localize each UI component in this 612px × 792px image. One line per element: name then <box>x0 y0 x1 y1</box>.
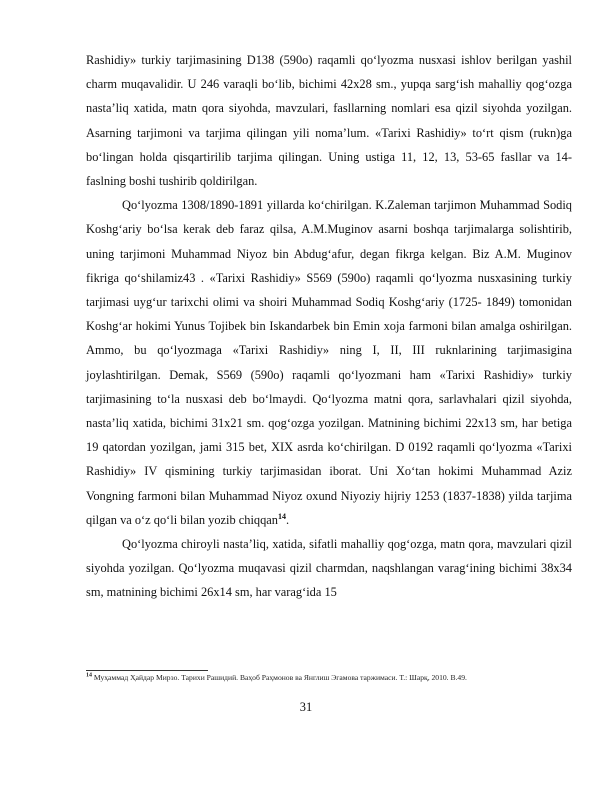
footnote-text: Муҳаммад Ҳайдар Мирзо. Тарихи Рашидий. Ваҳоб Раҳмонов ва Янглиш Эгамова таржимаси. Т.: Шарқ, 2010. В.49. <box>92 673 467 682</box>
footnote <box>86 672 572 683</box>
paragraph-1: Rashidiy» turkiy tarjimasining D138 (590o) raqamli qo‘lyozma nusxasi ishlov berilgan yashil charm muqavalidir. U 246 varaqli bo‘lib, bichimi 42x28 sm., yupqa sarg‘ish mahalliy qog‘ozga nasta’liq xatida, matn qora siyohda, mavzulari, fasllarning nomlari esa qizil siyohda yozilgan. Asarning tarjimoni va tarjima qilingan yili noma’lum. «Tarixi Rashidiy» to‘rt qism (rukn)ga bo‘lingan holda qisqartirilib tarjima qilingan. Uning ustiga 11, 12, 13, 53-65 fasllar va 14-faslning boshi tushirib qoldirilgan. <box>86 53 572 189</box>
footnote-reference[interactable]: 14 <box>278 511 287 521</box>
footnote-number: 14 <box>86 672 92 679</box>
footnote-separator <box>86 670 208 671</box>
paragraph-2-end: . <box>286 512 290 527</box>
page-number: 31 <box>299 700 313 714</box>
paragraph-2-text: Qo‘lyozma 1308/1890-1891 yillarda ko‘chirilgan. K.Zaleman tarjimon Muhammad Sodiq Koshg‘ariy bo‘lsa kerak deb faraz qilsa, A.M.Muginov asarni boshqa tarjimalarga solishtirib, uning tarjimoni Muhammad Niyoz bin Abdug‘afur, degan fikrga kelgan. Biz A.M. Muginov fikriga qo‘shilamiz43 . «Tarixi Rashidiy» S569 (590o) raqamli qo‘lyozma nusxasining turkiy tarjimasi uyg‘ur tarixchi olimi va shoiri Muhammad Sodiq Koshg‘ariy (1725- 1849) tomonidan Koshg‘ar hokimi Yunus Tojibek bin Iskandarbek bin Emin xoja farmoni bilan amalga oshirilgan. Ammo, bu qo‘lyozmaga «Tarixi Rashidiy» ning I, II, III ruknlarining tarjimasigina joylashtirilgan. Demak, S569 (590o) raqamli qo‘lyozmani ham «Tarixi Rashidiy» turkiy tarjimasining to‘la nusxasi deb bo‘lmaydi. Qo‘lyozma matni qora, sarlavhalari qizil siyohda, nasta’liq xatida, bichimi 31x21 sm. qog‘ozga yozilgan. Matnining bichimi 22x13 sm, har betiga 19 qatordan yozilgan, jami 315 bet, XIX asrda ko‘chirilgan. D 0192 raqamli qo‘lyozma «Tarixi Rashidiy» IV qismining turkiy tarjimasidan iborat. Uni Xo‘tan hokimi Muhammad Aziz Vongning farmoni bilan Muhammad Niyoz oxund Niyoziy hijriy 1253 (1837-1838) yilda tarjima qilgan va o‘z qo‘li bilan yozib chiqqan <box>86 198 572 527</box>
paragraph-3: Qo‘lyozma chiroyli nasta’liq, xatida, sifatli mahalliy qog‘ozga, matn qora, mavzulari qizil siyohda yozilgan. Qo‘lyozma muqavasi qizil charmdan, naqshlangan varag‘ining bichimi 38x34 sm, matnining bichimi 26x14 sm, har varag‘ida 15 <box>86 537 572 600</box>
document-body <box>86 48 572 605</box>
paragraph-2 <box>86 193 572 532</box>
